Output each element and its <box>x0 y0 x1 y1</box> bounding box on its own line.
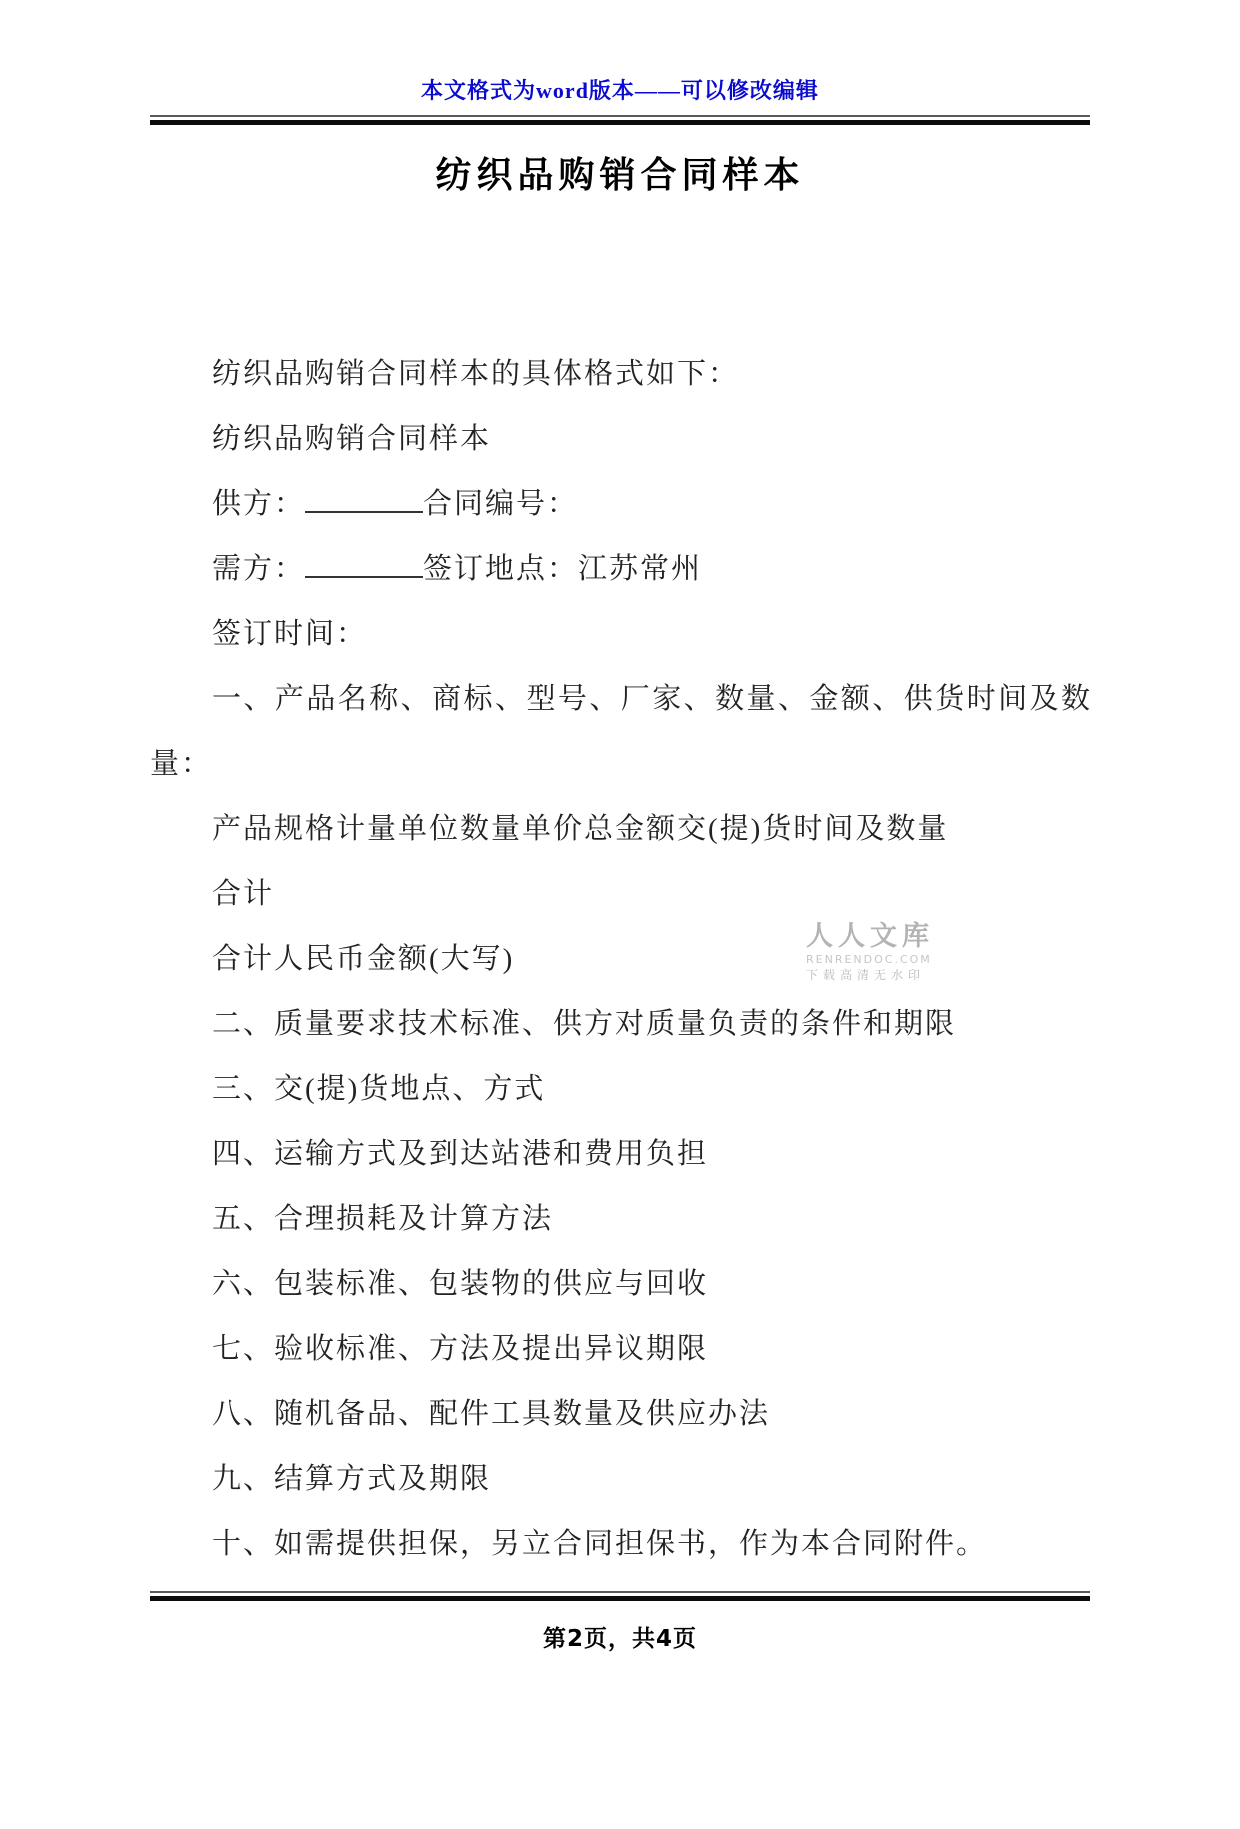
paragraph <box>150 992 1092 1057</box>
paragraph-text: 八、随机备品、配件工具数量及供应办法 <box>212 1398 771 1430</box>
paragraph-text: 七、验收标准、方法及提出异议期限 <box>212 1333 709 1365</box>
paragraph-text: 五、合理损耗及计算方法 <box>212 1203 554 1235</box>
page-number-indicator: 第2页，共4页 <box>542 1626 697 1652</box>
header-rule <box>150 115 1090 125</box>
document-title: 纺织品购销合同样本 <box>435 155 805 195</box>
paragraph-text: 需方： <box>212 553 306 585</box>
document-body <box>150 342 1092 1577</box>
paragraph <box>150 602 1092 667</box>
paragraph-text: 合计人民币金额(大写) <box>212 943 515 975</box>
watermark-domain: RENRENDOC.COM <box>806 953 932 966</box>
paragraph <box>150 1512 1092 1577</box>
paragraph-text: 一、产品名称、商标、型号、厂家、数量、金额、供货时间及数量： <box>150 683 1092 780</box>
header-notice: 本文格式为word版本——可以修改编辑 <box>421 78 819 103</box>
watermark-brand: 人人文库 <box>806 921 934 952</box>
paragraph-text: 九、结算方式及期限 <box>212 1463 492 1495</box>
paragraph-text: 签订地点：江苏常州 <box>423 553 703 585</box>
paragraph <box>150 472 1092 537</box>
paragraph-text: 纺织品购销合同样本 <box>212 423 492 455</box>
paragraph-text: 四、运输方式及到达站港和费用负担 <box>212 1138 709 1170</box>
paragraph <box>150 537 1092 602</box>
page <box>0 76 1240 1829</box>
paragraph-text: 合同编号： <box>423 488 579 520</box>
paragraph <box>150 862 1092 927</box>
fill-in-blank-line <box>305 481 423 513</box>
paragraph <box>150 797 1092 862</box>
paragraph <box>150 1252 1092 1317</box>
fill-in-blank-line <box>305 546 423 578</box>
paragraph-text: 签订时间： <box>212 618 368 650</box>
paragraph-text: 合计 <box>212 878 275 910</box>
paragraph <box>150 1122 1092 1187</box>
paragraph <box>150 927 1092 992</box>
paragraph <box>150 407 1092 472</box>
paragraph-text: 三、交(提)货地点、方式 <box>212 1073 546 1105</box>
paragraph-text: 供方： <box>212 488 306 520</box>
footer-rule <box>150 1591 1090 1601</box>
paragraph-text: 产品规格计量单位数量单价总金额交(提)货时间及数量 <box>212 813 949 845</box>
paragraph <box>150 667 1092 797</box>
paragraph <box>150 342 1092 407</box>
paragraph <box>150 1057 1092 1122</box>
paragraph <box>150 1187 1092 1252</box>
paragraph <box>150 1317 1092 1382</box>
paragraph <box>150 1447 1092 1512</box>
paragraph-text: 六、包装标准、包装物的供应与回收 <box>212 1268 709 1300</box>
watermark-tagline: 下载高清无水印 <box>806 968 926 982</box>
paragraph-text: 纺织品购销合同样本的具体格式如下： <box>212 358 740 390</box>
paragraph-text: 十、如需提供担保，另立合同担保书，作为本合同附件。 <box>212 1528 988 1560</box>
paragraph <box>150 1382 1092 1447</box>
paragraph-text: 二、质量要求技术标准、供方对质量负责的条件和期限 <box>212 1008 957 1040</box>
